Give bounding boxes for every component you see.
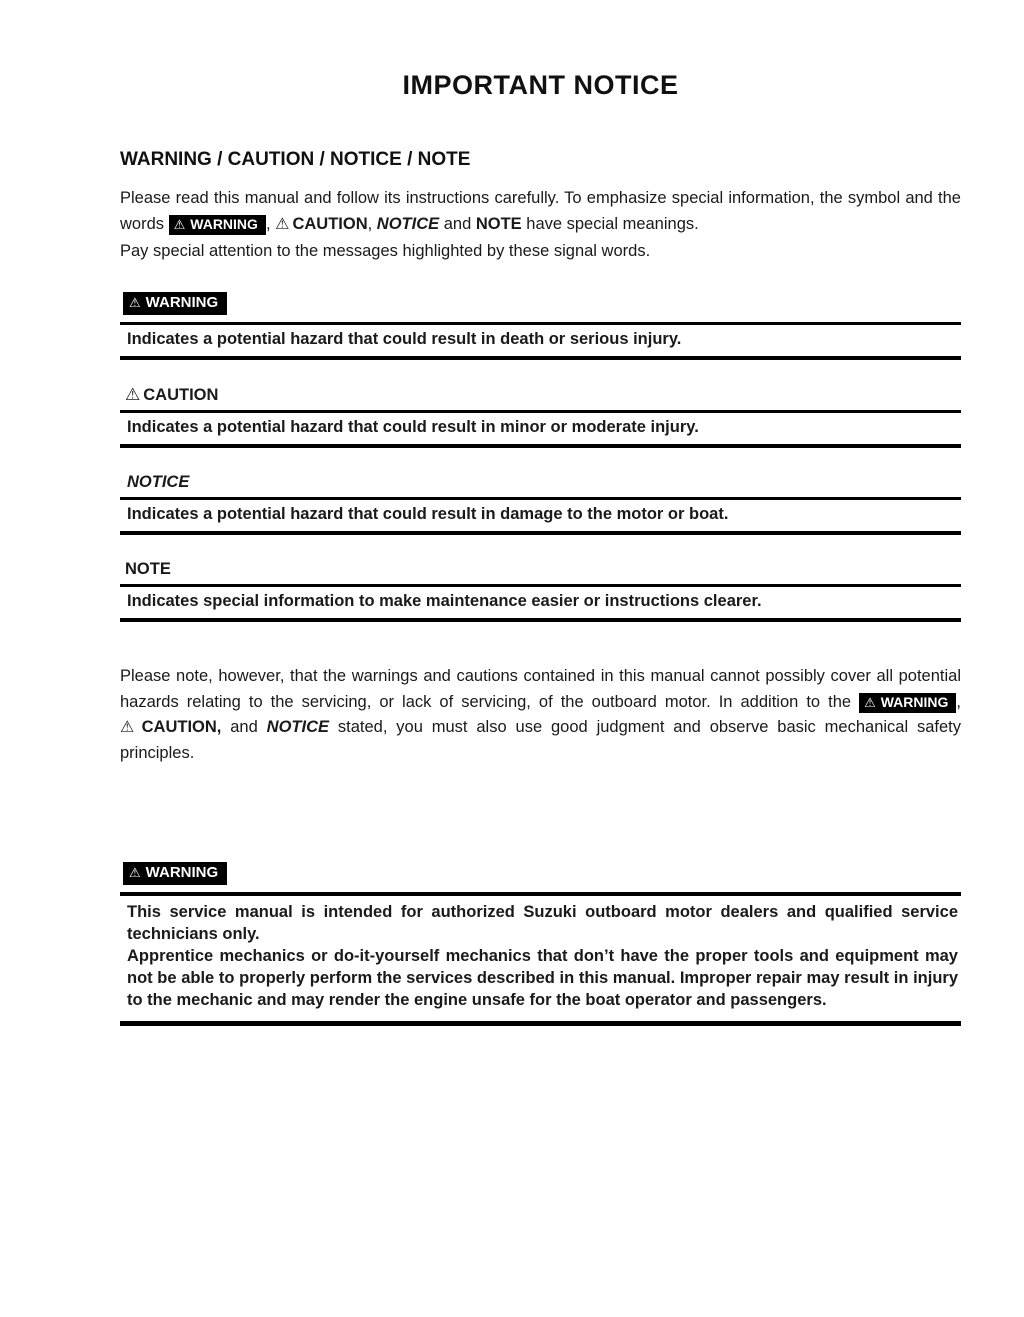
warning-triangle-icon: ⚠ [173, 217, 186, 232]
caution-triangle-icon: ⚠ [125, 385, 141, 404]
signal-block-caution [120, 385, 961, 448]
final-warning-block [120, 862, 961, 1026]
intro-text-4: and [439, 215, 476, 233]
warning-triangle-icon: ⚠ [129, 295, 141, 310]
intro-text-1: Please read this manual and follow its instructions carefully. To emphasize special information, the symbol and the words [120, 189, 961, 233]
notice-description: Indicates a potential hazard that could result in damage to the motor or boat. [120, 497, 961, 535]
caution-inline [275, 215, 368, 233]
page-content [120, 0, 961, 1026]
caution-inline [120, 718, 221, 736]
warning-badge-label: WARNING [190, 216, 258, 232]
note-paragraph-text-2: , [956, 692, 961, 711]
warning-badge-inline [859, 693, 956, 713]
note-paragraph-text-3: and [221, 718, 267, 736]
final-warning-paragraph-1: This service manual is intended for authorized Suzuki outboard motor dealers and qualified service technicians only. [127, 903, 958, 943]
notice-inline-label: NOTICE [266, 718, 330, 736]
intro-section [120, 185, 961, 264]
warning-badge [123, 862, 227, 885]
warning-triangle-icon: ⚠ [864, 694, 876, 710]
caution-triangle-icon: ⚠ [120, 719, 139, 736]
final-warning-text [120, 892, 961, 1026]
note-paragraph-text-4: stated, you must also use good judgment and observe basic mechanical safety principles. [120, 718, 962, 762]
page-title: IMPORTANT NOTICE [402, 70, 679, 100]
note-label: NOTE [125, 560, 171, 578]
note-paragraph [120, 664, 961, 766]
warning-badge-label: WARNING [145, 294, 219, 311]
note-description: Indicates special information to make maintenance easier or instructions clearer. [120, 584, 961, 622]
notice-label: NOTICE [127, 473, 190, 491]
warning-badge-label: WARNING [145, 864, 219, 881]
warning-description: Indicates a potential hazard that could result in death or serious injury. [120, 322, 961, 360]
signal-block-note [120, 560, 961, 622]
caution-label: CAUTION [143, 386, 219, 404]
section-heading: WARNING / CAUTION / NOTICE / NOTE [120, 149, 471, 170]
warning-badge-label: WARNING [880, 693, 949, 710]
intro-line-2: Pay special attention to the messages highlighted by these signal words. [120, 242, 651, 260]
caution-description: Indicates a potential hazard that could result in minor or moderate injury. [120, 410, 961, 448]
notice-inline-label: NOTICE [376, 215, 440, 233]
intro-paragraph [120, 185, 961, 238]
signal-block-notice [120, 473, 961, 535]
intro-text-2: , [265, 215, 276, 233]
caution-label-row [120, 385, 961, 405]
intro-text-3: , [367, 215, 377, 233]
note-paragraph-text-1: Please note, however, that the warnings and cautions contained in this manual cannot possibly cover all potential hazards relating to the servicing, or lack of servicing, of the outboard motor. In addition to the [120, 667, 961, 711]
signal-block-warning [120, 292, 961, 360]
caution-triangle-icon: ⚠ [275, 216, 290, 233]
caution-inline-label: CAUTION [292, 215, 368, 233]
signal-word-definitions [120, 292, 961, 622]
warning-triangle-icon: ⚠ [129, 865, 141, 880]
final-warning-paragraph-2: Apprentice mechanics or do-it-yourself mechanics that don’t have the proper tools and equipment may not be able to properly perform the services described in this manual. Improper repair may result in injury to the mechanic and may render the engine unsafe for the boat operator and passengers. [127, 947, 958, 1009]
note-inline-label: NOTE [475, 215, 522, 233]
warning-badge-inline [169, 215, 266, 235]
warning-badge [123, 292, 227, 315]
caution-inline-label: CAUTION, [141, 718, 222, 736]
intro-text-5: have special meanings. [521, 215, 699, 233]
